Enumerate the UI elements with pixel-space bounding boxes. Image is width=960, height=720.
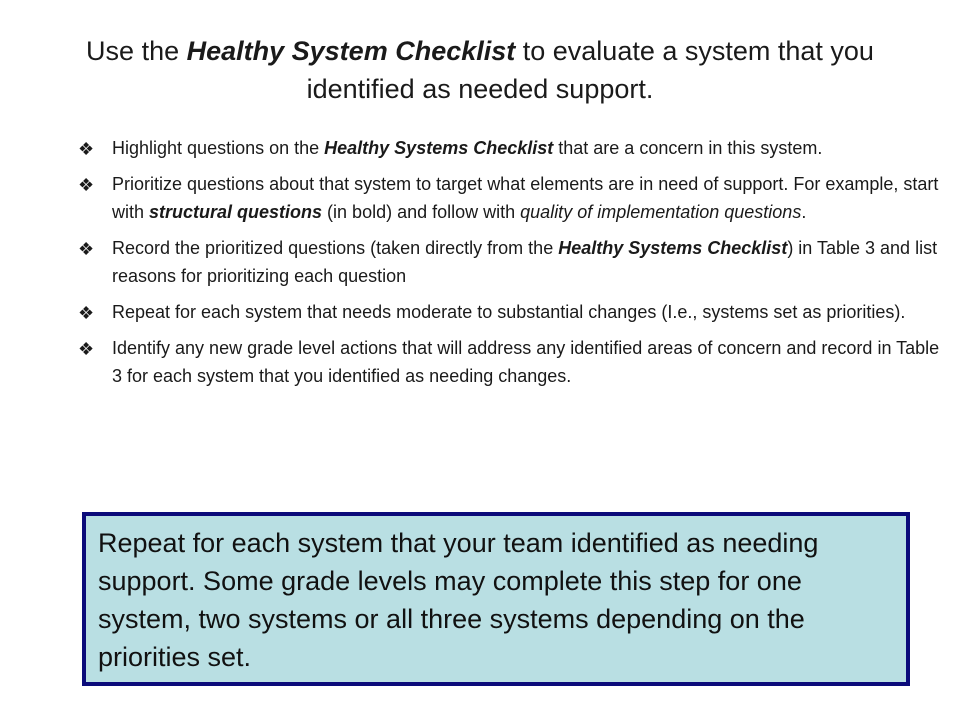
diamond-dots-icon: ❖ — [78, 175, 95, 195]
list-item — [76, 298, 942, 326]
diamond-dots-icon: ❖ — [78, 239, 95, 259]
list-item-text: Prioritize questions about that system to target what elements are in need of support. For example, start with — [112, 174, 939, 222]
list-item-text: that are a concern in this system. — [553, 138, 823, 158]
list-item — [76, 234, 942, 290]
diamond-dots-icon: ❖ — [78, 303, 95, 323]
callout-box — [82, 512, 910, 686]
list-item-text: Repeat for each system that needs moderate to substantial changes (I.e., systems set as priorities). — [112, 302, 906, 322]
list-item-text: Record the prioritized questions (taken directly from the — [112, 238, 559, 258]
instruction-list — [76, 134, 942, 398]
list-item — [76, 134, 942, 162]
title-post: to evaluate a system that you identified as needed support. — [306, 36, 874, 104]
list-item — [76, 334, 942, 390]
list-item-text: structural questions — [149, 202, 323, 222]
list-item-text: Healthy Systems Checklist — [558, 238, 788, 258]
diamond-dots-icon: ❖ — [78, 139, 95, 159]
list-item — [76, 170, 942, 226]
list-item-text: quality of implementation questions — [520, 202, 802, 222]
list-item-text: . — [801, 202, 807, 222]
list-item-text: Identify any new grade level actions that will address any identified areas of concern and record in Table 3 for each system that you identified as needing changes. — [112, 338, 940, 386]
callout-text: Repeat for each system that your team identified as needing support. Some grade levels may complete this step for one system, two systems or all three systems depending on the priorities set. — [98, 528, 819, 672]
list-item-text: Healthy Systems Checklist — [324, 138, 554, 158]
list-item-text: Highlight questions on the — [112, 138, 325, 158]
title-pre: Use the — [86, 36, 187, 66]
title-emphasis: Healthy System Checklist — [186, 36, 516, 66]
list-item-text: ) in Table 3 and list reasons for prioritizing each question — [112, 238, 938, 286]
list-item-text: (in bold) and follow with — [322, 202, 521, 222]
page-title — [60, 32, 900, 108]
diamond-dots-icon: ❖ — [78, 339, 95, 359]
